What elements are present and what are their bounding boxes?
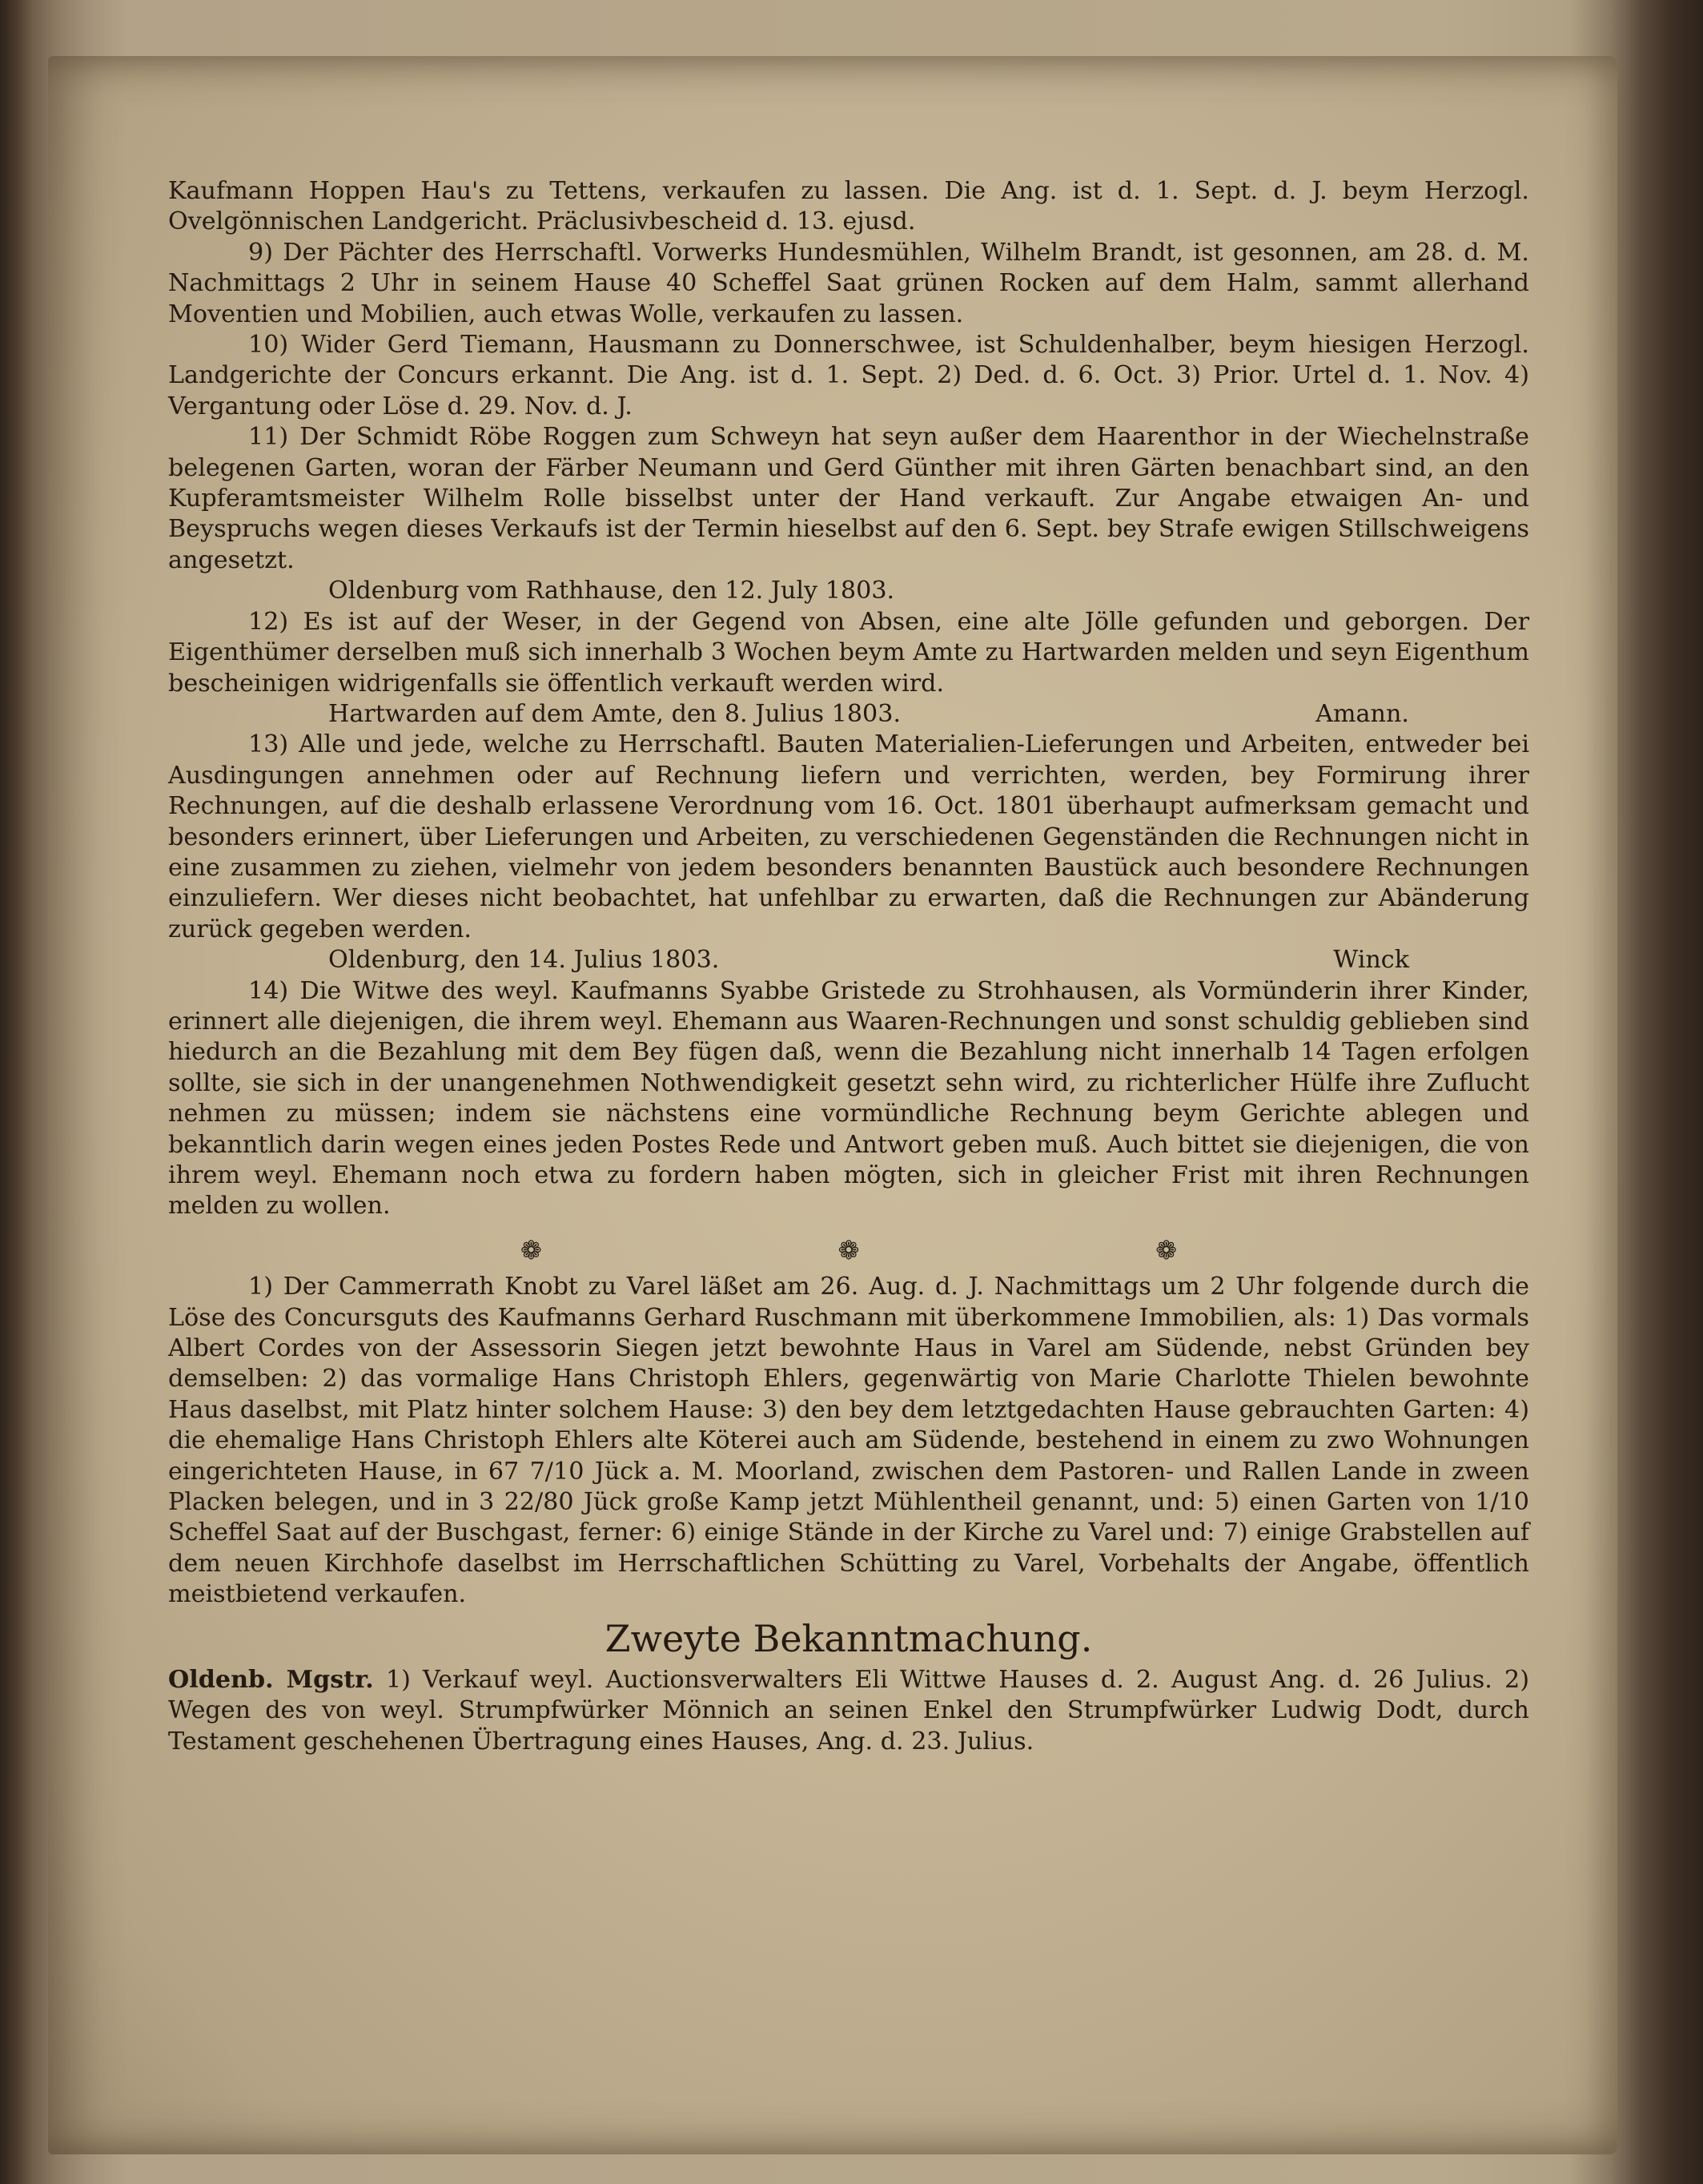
- paragraph-12-signature: Amann.: [1315, 699, 1409, 728]
- paragraph-varel-sale: 1) Der Cammerrath Knobt zu Varel läßet am 26. Aug. d. J. Nachmittags um 2 Uhr folgende durch die Löse des Concursguts des Kaufmanns Gerhard Ruschmann mit überkommene Immobilien, als: 1) Das vormals Albert Cordes von der Assessorin Siegen jetzt bewohnte Haus in Varel am Südende, nebst Gründen bey demselben: 2) das vormalige Hans Christoph Ehlers, gegenwärtig von Marie Charlotte Thielen bewohnte Haus daselbst, mit Platz hinter solchem Hause: 3) den bey dem letztgedachten Hause gebrauchten Garten: 4) die ehemalige Hans Christoph Ehlers alte Köterei auch am Südende, bestehend in einem zu zwo Wohnungen eingerichteten Hause, in 67 7/10 Jück a. M. Moorland, zwischen dem Pastoren- und Rallen Lande in zween Placken belegen, und in 3 22/80 Jück große Kamp jetzt Mühlentheil genannt, und: 5) einen Garten von 1/10 Scheffel Saat auf der Buschgast, ferner: 6) einige Stände in der Kirche zu Varel und: 7) einige Grabstellen auf dem neuen Kirchhofe daselbst im Herrschaftlichen Schütting zu Varel, Vorbehalts der Angabe, öffentlich meistbietend verkaufen.: [168, 1273, 1529, 1609]
- paragraph-12-place-date: Hartwarden auf dem Amte, den 8. Julius 1803.: [328, 699, 902, 728]
- paragraph-13-signature: Winck: [1333, 946, 1409, 975]
- magistrate-lead: Oldenb. Mgstr.: [168, 1665, 374, 1694]
- paragraph-11: 11) Der Schmidt Röbe Roggen zum Schweyn hat seyn außer dem Haarenthor in der Wiechelnstraße belegenen Garten, woran der Färber Neumann und Gerd Günther mit ihren Gärten benachbart sind, an den Kupferamtsmeister Wilhelm Rolle bisselbst unter der Hand verkauft. Zur Angabe etwaigen An- und Beyspruchs wegen dieses Verkaufs ist der Termin hieselbst auf den 6. Sept. bey Strafe ewigen Stillschweigens angesetzt.: [168, 423, 1529, 574]
- newspaper-page: [48, 56, 1617, 2154]
- paragraph-13: 13) Alle und jede, welche zu Herrschaftl. Bauten Materialien-Lieferungen und Arbeiten, entweder bei Ausdingungen annehmen oder auf Rechnung liefern und verrichten, werden, bey Formirung ihrer Rechnungen, auf die deshalb erlassene Verordnung vom 16. Oct. 1801 überhaupt aufmerksam gemacht und besonders erinnert, über Lieferungen und Arbeiten, zu verschiedenen Gegenständen die Rechnungen nicht in eine zusammen zu ziehen, vielmehr von jedem besonders benannten Baustück auch besondere Rechnungen einzuliefern. Wer dieses nicht beobachtet, hat unfehlbar zu erwarten, daß die Rechnungen zur Abänderung zurück gegeben werden.: [168, 730, 1529, 943]
- magistrate-notice-text: 1) Verkauf weyl. Auctionsverwalters Eli Wittwe Hauses d. 2. August Ang. d. 26 Julius. 2) Wegen des von weyl. Strumpfwürker Mönnich an seinen Enkel den Strumpfwürker Ludwig Dodt, durch Testament geschehenen Übertragung eines Hauses, Ang. d. 23. Julius.: [168, 1665, 1530, 1756]
- paragraph-12: 12) Es ist auf der Weser, in der Gegend von Absen, eine alte Jölle gefunden und geborgen. Der Eigenthümer derselben muß sich innerhalb 3 Wochen beym Amte zu Hartwarden melden und seyn Eigenthum bescheinigen widrigenfalls sie öffentlich verkauft werden wird.: [168, 607, 1529, 698]
- section-heading: Zweyte Bekanntmachung.: [604, 1616, 1093, 1660]
- paragraph-magistrate-notice: [168, 1665, 1529, 1757]
- paragraph-13-place-date: Oldenburg, den 14. Julius 1803.: [328, 946, 720, 975]
- paragraph-10: 10) Wider Gerd Tiemann, Hausmann zu Donnerschwee, ist Schuldenhalber, beym hiesigen Herzogl. Landgerichte der Concurs erkannt. Die Ang. ist d. 1. Sept. 2) Ded. d. 6. Oct. 3) Prior. Urtel d. 1. Nov. 4) Vergantung oder Löse d. 29. Nov. d. J.: [168, 331, 1529, 420]
- paragraph-12-signature-line: [168, 699, 1529, 730]
- paragraph-hoppen: Kaufmann Hoppen Hau's zu Tettens, verkaufen zu lassen. Die Ang. ist d. 1. Sept. d. J. beym Herzogl. Ovelgönnischen Landgericht. Präclusivbescheid d. 13. ejusd.: [168, 177, 1529, 236]
- ornament-divider: [168, 1222, 1529, 1272]
- ornament-flower-icon: ❁: [520, 1234, 542, 1265]
- ornament-flower-icon: ❁: [1155, 1234, 1177, 1265]
- paragraph-9: 9) Der Pächter des Herrschaftl. Vorwerks Hundesmühlen, Wilhelm Brandt, ist gesonnen, am 28. d. M. Nachmittags 2 Uhr in seinem Hause 40 Scheffel Saat grünen Rocken auf dem Halm, sammt allerhand Moventien und Mobilien, auch etwas Wolle, verkaufen zu lassen.: [168, 238, 1529, 328]
- ornament-flower-icon: ❁: [837, 1234, 860, 1265]
- page-text: [168, 176, 1529, 1757]
- paragraph-11-place-date: Oldenburg vom Rathhause, den 12. July 1803.: [328, 577, 895, 605]
- paragraph-13-signature-line: [168, 945, 1529, 975]
- paragraph-14: 14) Die Witwe des weyl. Kaufmanns Syabbe Gristede zu Strohhausen, als Vormünderin ihrer Kinder, erinnert alle diejenigen, die ihrem weyl. Ehemann aus Waaren-Rechnungen und sonst schuldig geblieben sind hiedurch an die Bezahlung mit dem Bey fügen daß, wenn die Bezahlung nicht innerhalb 14 Tagen erfolgen sollte, sie sich in der unangenehmen Nothwendigkeit gesetzt sehn wird, zu richterlicher Hülfe ihre Zuflucht nehmen zu müssen; indem sie nächstens eine vormündliche Rechnung beym Gerichte ablegen und bekanntlich darin wegen eines jeden Postes Rede und Antwort geben muß. Auch bittet sie diejenigen, die von ihrem weyl. Ehemann noch etwa zu fordern haben mögten, sich in gleicher Frist mit ihren Rechnungen melden zu wollen.: [168, 976, 1529, 1221]
